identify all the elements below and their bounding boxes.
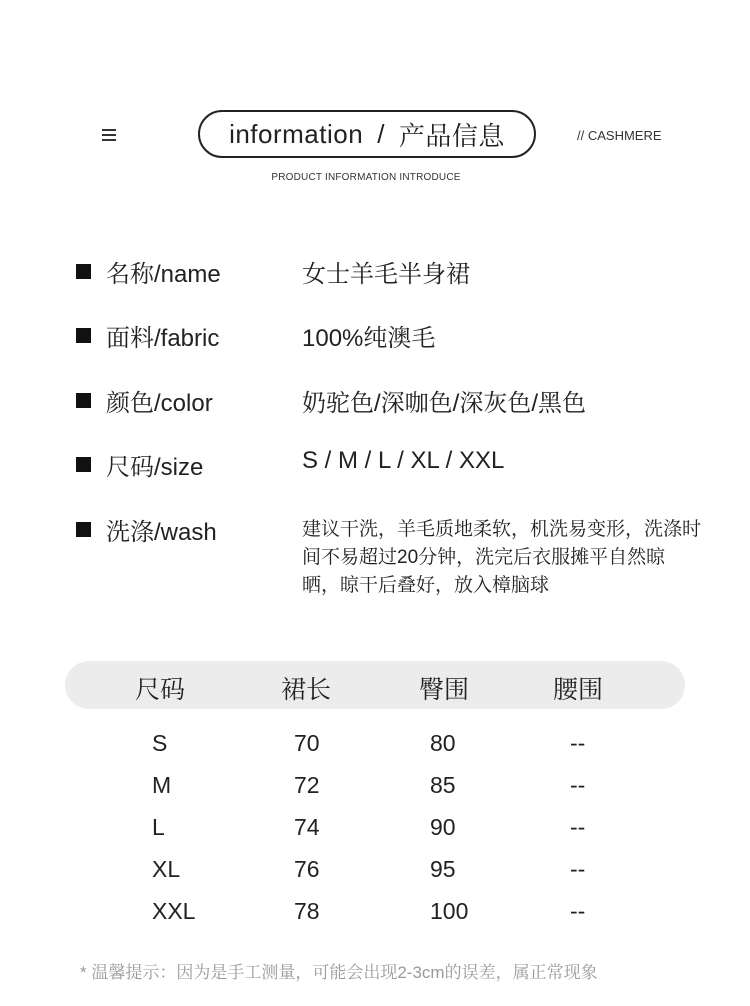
- table-row: [0, 772, 750, 812]
- subtitle: PRODUCT INFORMATION INTRODUCE: [271, 172, 461, 183]
- page-title: [198, 110, 536, 158]
- measurement-note: * 温馨提示：因为是手工测量，可能会出现2-3cm的误差，属正常现象: [80, 963, 598, 982]
- table-cell: XL: [152, 856, 181, 882]
- square-bullet-icon: [76, 522, 91, 537]
- table-cell: 76: [294, 856, 320, 882]
- info-label: 颜色/color: [106, 390, 213, 417]
- table-cell: S: [152, 730, 168, 756]
- info-value: S / M / L / XL / XXL: [302, 447, 505, 474]
- table-header-cell: 臀围: [418, 676, 469, 704]
- info-value: 女士羊毛半身裙: [302, 261, 470, 288]
- table-cell: XXL: [152, 898, 196, 924]
- square-bullet-icon: [76, 457, 91, 472]
- square-bullet-icon: [76, 328, 91, 343]
- square-bullet-icon: [76, 264, 91, 279]
- info-label: 名称/name: [106, 261, 221, 288]
- table-cell: M: [152, 772, 172, 798]
- table-header-cell: 裙长: [280, 676, 331, 704]
- table-cell: 70: [294, 730, 320, 756]
- title-cn: 产品信息: [398, 120, 505, 151]
- table-header-cell: 尺码: [134, 676, 185, 704]
- table-cell: --: [570, 898, 586, 924]
- table-cell: --: [570, 730, 586, 756]
- info-label: 尺码/size: [106, 454, 204, 481]
- table-cell: --: [570, 856, 586, 882]
- table-row: [0, 814, 750, 854]
- table-cell: 74: [294, 814, 320, 840]
- table-cell: 90: [430, 814, 456, 840]
- table-row: [0, 730, 750, 770]
- table-cell: 72: [294, 772, 320, 798]
- info-value: 100%纯澳毛: [302, 325, 436, 352]
- title-separator: /: [377, 118, 385, 149]
- table-cell: 100: [430, 898, 469, 924]
- info-value: 奶驼色/深咖色/深灰色/黑色: [302, 390, 587, 417]
- table-header-cell: 腰围: [552, 676, 603, 704]
- square-bullet-icon: [76, 393, 91, 408]
- table-cell: 78: [294, 898, 320, 924]
- info-value: 建议干洗，羊毛质地柔软，机洗易变形，洗涤时间不易超过20分钟，洗完后衣服摊平自然晾晒，晾干后叠好，放入樟脑球: [302, 519, 702, 596]
- table-cell: L: [152, 814, 165, 840]
- table-row: [0, 898, 750, 938]
- table-cell: --: [570, 814, 586, 840]
- table-cell: 95: [430, 856, 456, 882]
- info-label: 洗涤/wash: [106, 519, 217, 546]
- hamburger-icon[interactable]: [102, 129, 116, 141]
- table-cell: --: [570, 772, 586, 798]
- table-row: [0, 856, 750, 896]
- info-label: 面料/fabric: [106, 325, 220, 352]
- table-cell: 85: [430, 772, 456, 798]
- title-en: information: [229, 118, 364, 149]
- brand-label: // CASHMERE: [577, 128, 662, 143]
- table-cell: 80: [430, 730, 456, 756]
